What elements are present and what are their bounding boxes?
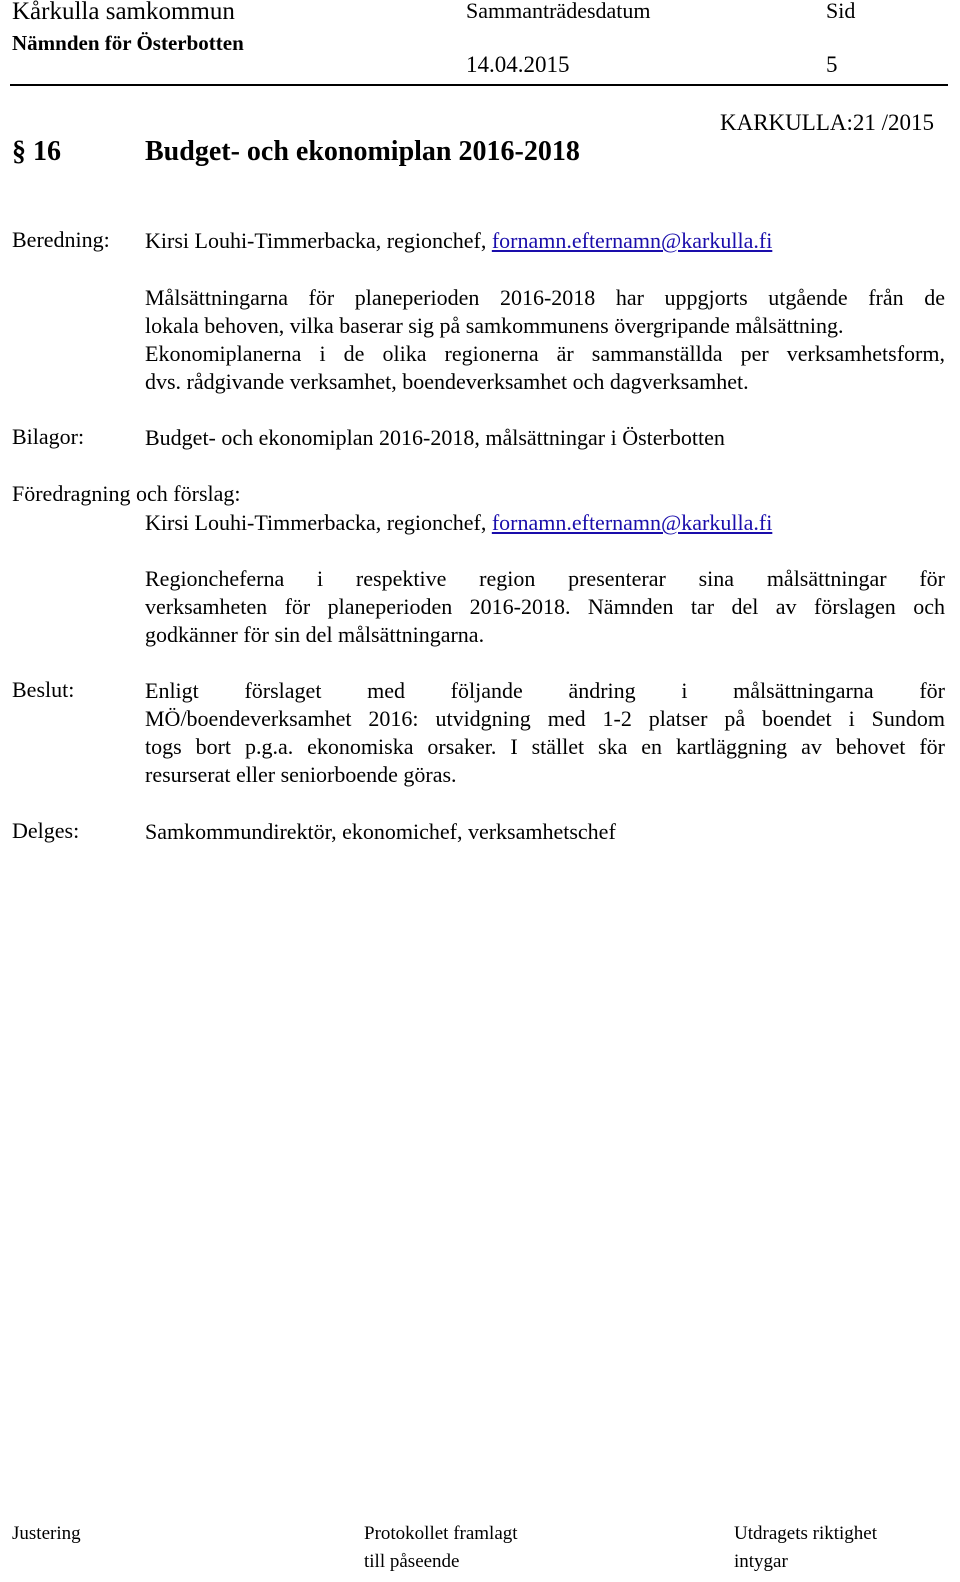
case-reference: KARKULLA:21 /2015 [720, 110, 935, 135]
organization-name: Kårkulla samkommun [12, 0, 235, 25]
header-divider [10, 84, 948, 86]
footer-protokollet-line2: till påseende [364, 1551, 460, 1572]
beredning-label: Beredning: [12, 227, 110, 252]
foredragning-email-link[interactable]: fornamn.efternamn@karkulla.fi [491, 510, 773, 535]
paragraph-line: MÖ/boendeverksamhet 2016: utvidgning med 1-2 platser på boendet i Sundom [145, 706, 945, 731]
foredragning-preparer-line [145, 509, 945, 537]
footer-protokollet-line1: Protokollet framlagt [364, 1523, 518, 1544]
section-title: Budget- och ekonomiplan 2016-2018 [145, 136, 580, 167]
page-number: 5 [826, 52, 838, 77]
paragraph-line: resurserat eller seniorboende göras. [145, 762, 457, 787]
foredragning-paragraph [145, 565, 945, 649]
footer-utdrag-line2: intygar [734, 1551, 788, 1572]
beredning-preparer: Kirsi Louhi-Timmerbacka, regionchef, [145, 228, 492, 253]
foredragning-preparer: Kirsi Louhi-Timmerbacka, regionchef, [145, 510, 492, 535]
section-number: § 16 [12, 136, 61, 167]
page-label: Sid [826, 0, 856, 23]
paragraph-line: togs bort p.g.a. ekonomiska orsaker. I stället ska en kartläggning av behovet för [145, 734, 945, 759]
meeting-date-label: Sammanträdesdatum [466, 0, 651, 23]
paragraph-line: Ekonomiplanerna i de olika regionerna är sammanställda per verksamhetsform, [145, 341, 945, 366]
section-heading [12, 136, 580, 168]
beredning-preparer-line [145, 227, 945, 255]
paragraph-line: dvs. rådgivande verksamhet, boendeverksamhet och dagverksamhet. [145, 369, 749, 394]
delges-text: Samkommundirektör, ekonomichef, verksamhetschef [145, 819, 616, 844]
paragraph-line: godkänner för sin del målsättningarna. [145, 622, 485, 647]
meeting-date: 14.04.2015 [466, 52, 570, 77]
committee-name: Nämnden för Österbotten [12, 31, 244, 55]
delges-label: Delges: [12, 818, 80, 843]
paragraph-line: Målsättningarna för planeperioden 2016-2018 har uppgjorts utgående från de [145, 285, 945, 310]
foredragning-label: Föredragning och förslag: [12, 481, 241, 506]
paragraph-line: Enligt förslaget med följande ändring i målsättningarna för [145, 678, 945, 703]
footer-justering: Justering [12, 1523, 81, 1544]
footer-utdrag-line1: Utdragets riktighet [734, 1523, 877, 1544]
paragraph-line: Regioncheferna i respektive region presenterar sina målsättningar för [145, 566, 945, 591]
footer-utdrag [734, 1520, 877, 1576]
beredning-email-link[interactable]: fornamn.efternamn@karkulla.fi [491, 228, 773, 253]
footer-protokollet [364, 1520, 518, 1576]
beredning-paragraph [145, 284, 945, 396]
beslut-paragraph [145, 677, 945, 789]
paragraph-line: lokala behoven, vilka baserar sig på samkommunens övergripande målsättning. [145, 313, 844, 338]
paragraph-line: verksamheten för planeperioden 2016-2018. Nämnden tar del av förslagen och [145, 594, 945, 619]
bilagor-label: Bilagor: [12, 424, 85, 449]
bilagor-text: Budget- och ekonomiplan 2016-2018, målsättningar i Österbotten [145, 425, 725, 450]
beslut-label: Beslut: [12, 677, 75, 702]
